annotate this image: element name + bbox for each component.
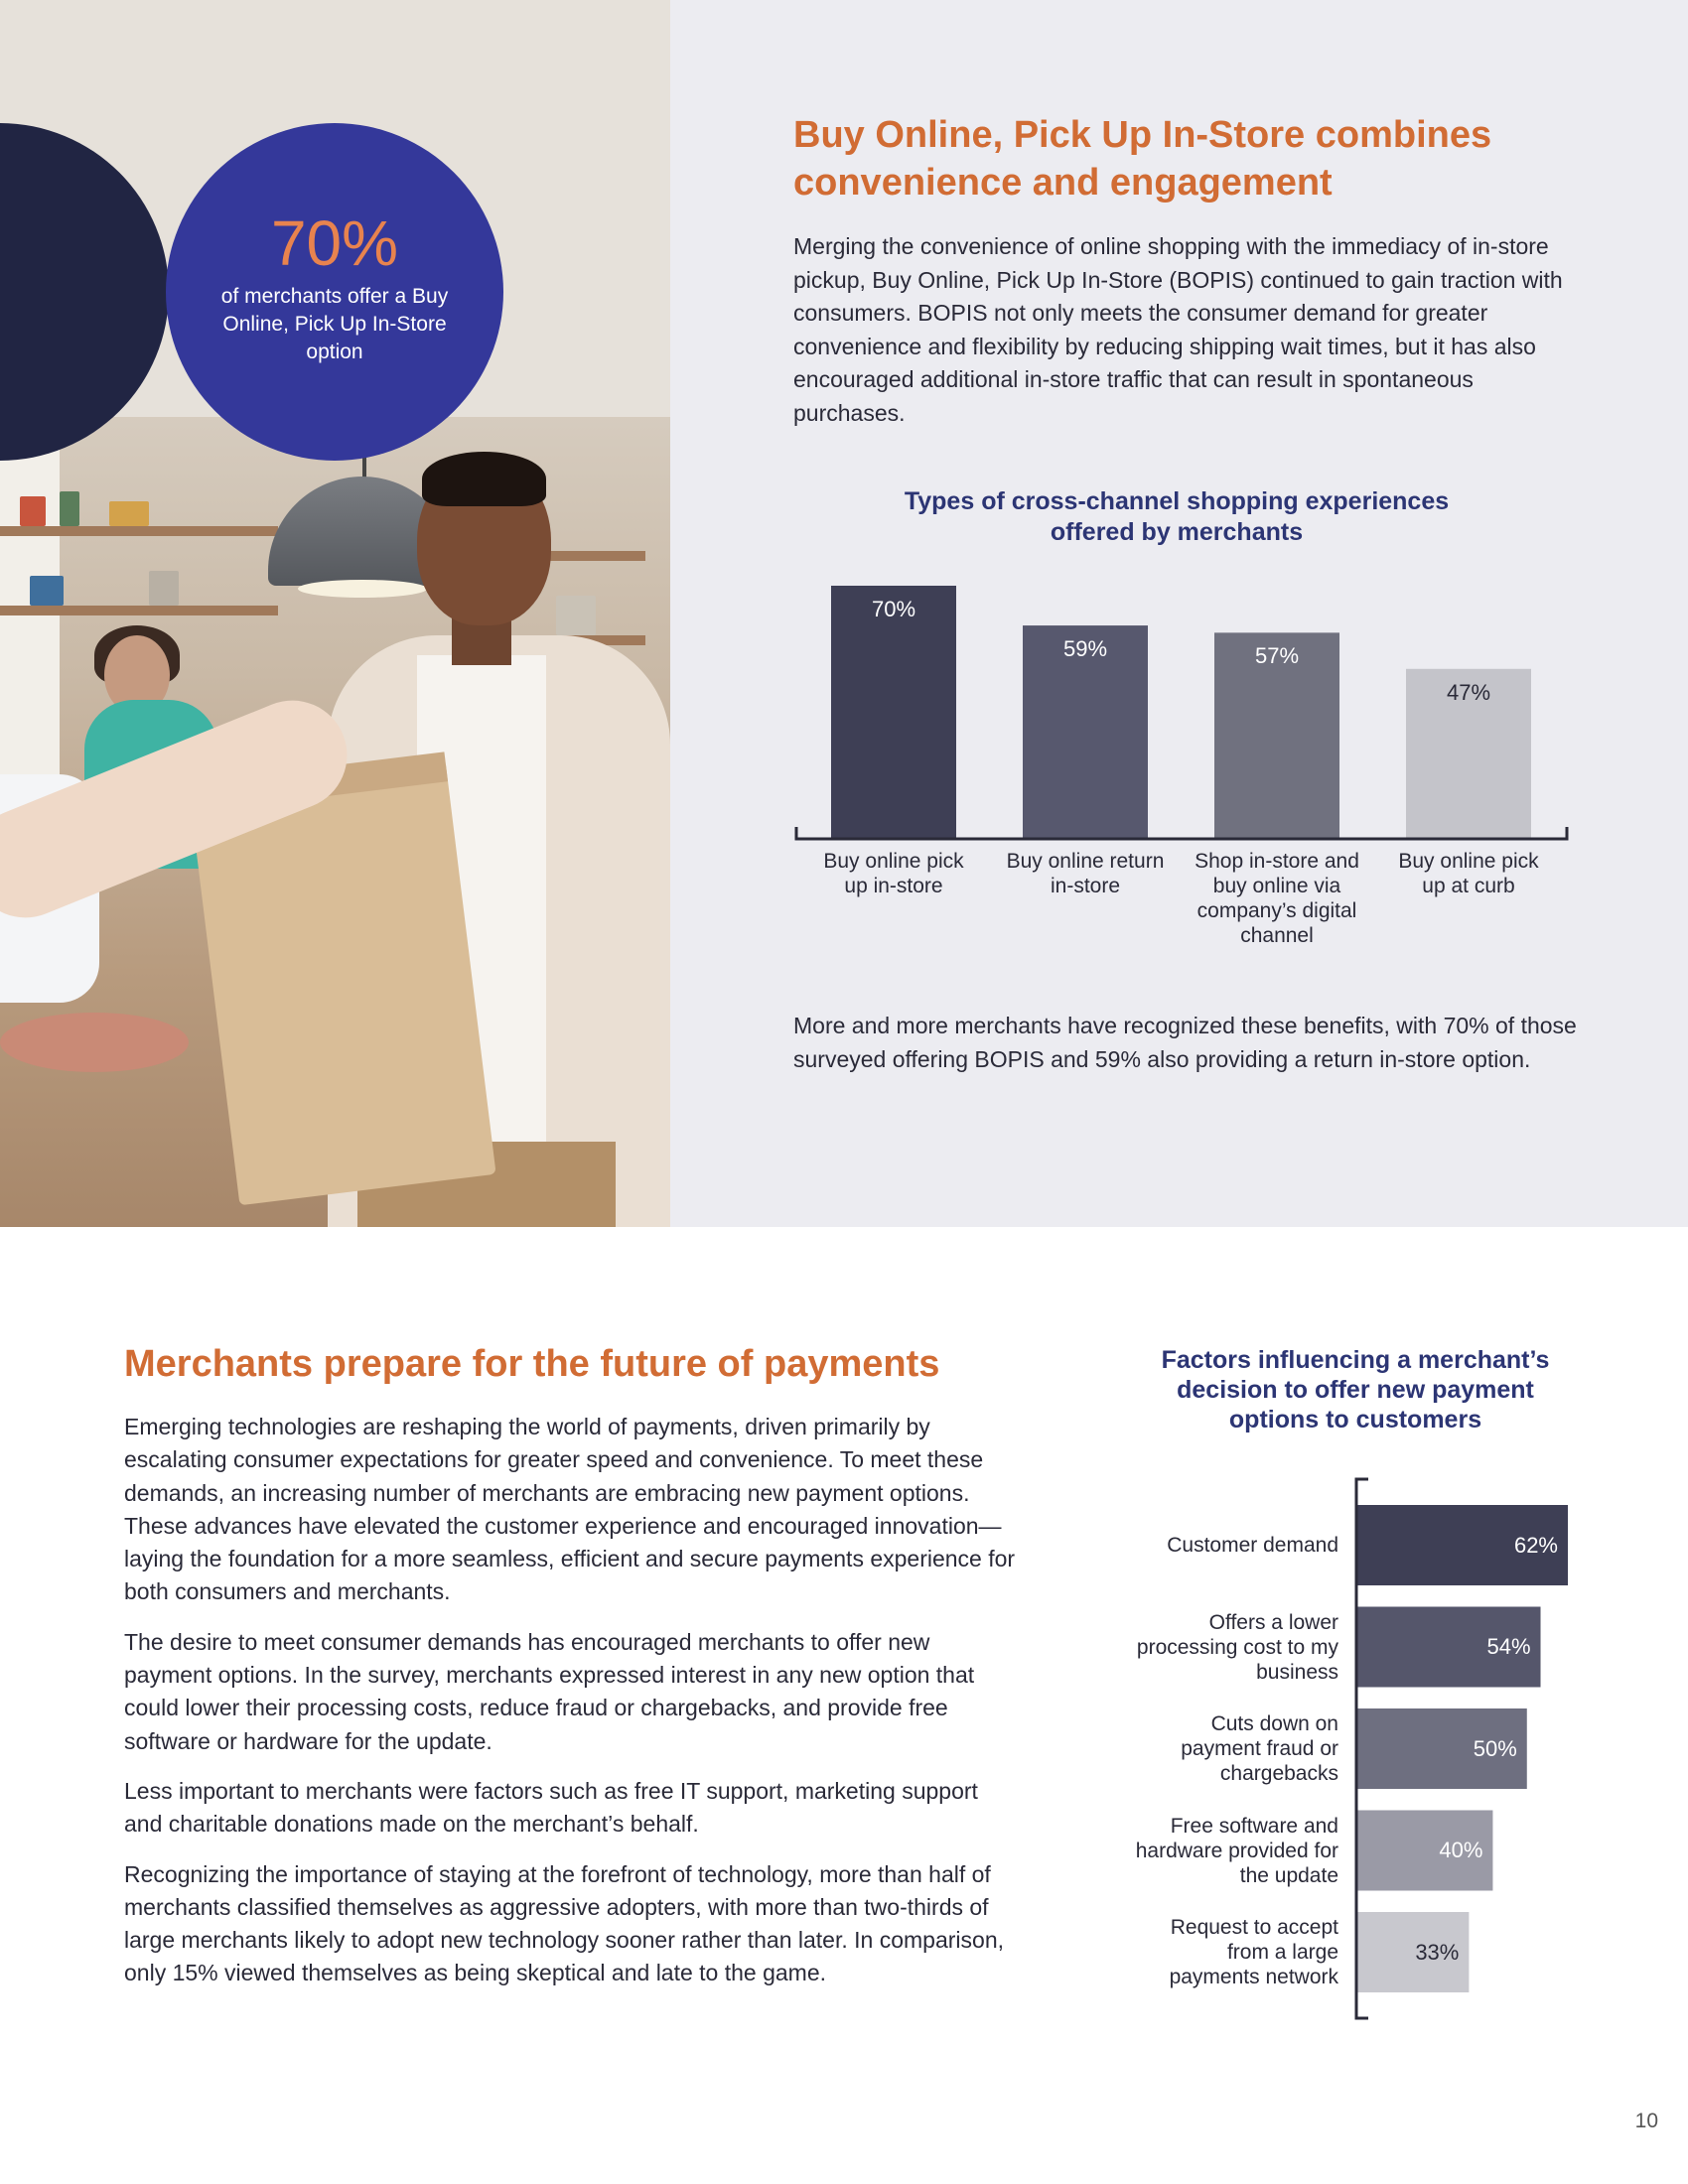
cross-channel-bar-chart (784, 566, 1579, 963)
bar-category-label: Buy online pick up at curb (1398, 850, 1539, 897)
bar-value-label: 50% (1473, 1735, 1517, 1761)
page-number: 10 (1634, 2110, 1658, 2132)
paragraph: Emerging technologies are reshaping the world of payments, driven primarily by escalating consumer expectations for greater speed and convenience. To meet these demands, an increasing number of merchants are embracing new payment options. These advances have elevated the customer experience and encouraged innovation—laying the foundation for a more seamless, efficient and secure payments experience for both consumers and merchants. (124, 1414, 1016, 1605)
bar-value-label: 47% (1446, 679, 1491, 705)
bar-value-label: 54% (1486, 1634, 1531, 1659)
bar-category-label: Buy online pick up in-store (823, 850, 964, 897)
bar-value-label: 62% (1513, 1532, 1558, 1558)
paragraph: Recognizing the importance of staying at the forefront of technology, more than half of merchants classified themselves as aggressive adopters, with more than two-thirds of large merchants likely to adopt new technology sooner rather than later. In comparison, only 15% viewed themselves as being skeptical and late to the game. (124, 1860, 1004, 1986)
bar-category-label: Buy online return in-store (1006, 850, 1165, 897)
section-title-bopis: Buy Online, Pick Up In-Store combines convenience and engagement (793, 114, 1492, 204)
section-body-bopis-followup: More and more merchants have recognized these benefits, with 70% of those surveyed offering BOPIS and 59% also providing a return in-store option. (793, 1013, 1577, 1072)
bar-value-label: 40% (1439, 1838, 1483, 1862)
bar-category-label: Customer demand (1167, 1534, 1338, 1557)
bar-value-label: 59% (1062, 636, 1108, 662)
bar-category-label: Request to accept from a large payments network (1169, 1916, 1338, 1988)
section-title-payments: Merchants prepare for the future of payments (124, 1343, 940, 1385)
bar-value-label: 70% (871, 597, 916, 621)
bar-category-label: Offers a lower processing cost to my business (1136, 1610, 1338, 1684)
stat-value: 70% (270, 207, 399, 279)
bar-category-label: Free software and hardware provided for the update (1135, 1814, 1338, 1887)
payment-factors-bar-chart (1132, 1479, 1589, 2035)
stat-callout-circle (166, 123, 503, 461)
stat-caption: of merchants offer a Buy Online, Pick Up In-Store option (220, 285, 449, 363)
section-body-payments (124, 1411, 1018, 2007)
chart-bar (831, 586, 956, 839)
paragraph: Less important to merchants were factors such as free IT support, marketing support and charitable donations made on the merchant’s behalf. (124, 1777, 978, 1838)
bar-category-label: Shop in-store and buy online via company’s digital channel (1195, 850, 1359, 947)
chart-title-cross-channel: Types of cross-channel shopping experiences offered by merchants (904, 487, 1450, 546)
bar-category-label: Cuts down on payment fraud or chargebacks (1181, 1712, 1338, 1785)
bar-value-label: 33% (1415, 1939, 1460, 1965)
bar-value-label: 57% (1254, 643, 1300, 669)
chart-title-payment-factors: Factors influencing a merchant’s decision to offer new payment options to customers (1161, 1346, 1550, 1433)
paragraph: The desire to meet consumer demands has encouraged merchants to offer new payment options. In the survey, merchants expressed interest in any new option that could lower their processing costs, reduce fraud or chargebacks, and provide free software or hardware for the update. (124, 1628, 975, 1754)
section-body-bopis: Merging the convenience of online shopping with the immediacy of in-store pickup, Buy Online, Pick Up In-Store (BOPIS) continued to gain traction with consumers. BOPIS not only meets the consumer demand for greater convenience and flexibility by reducing shipping wait times, but it has also encouraged additional in-store traffic that can result in spontaneous purchases. (793, 233, 1563, 426)
